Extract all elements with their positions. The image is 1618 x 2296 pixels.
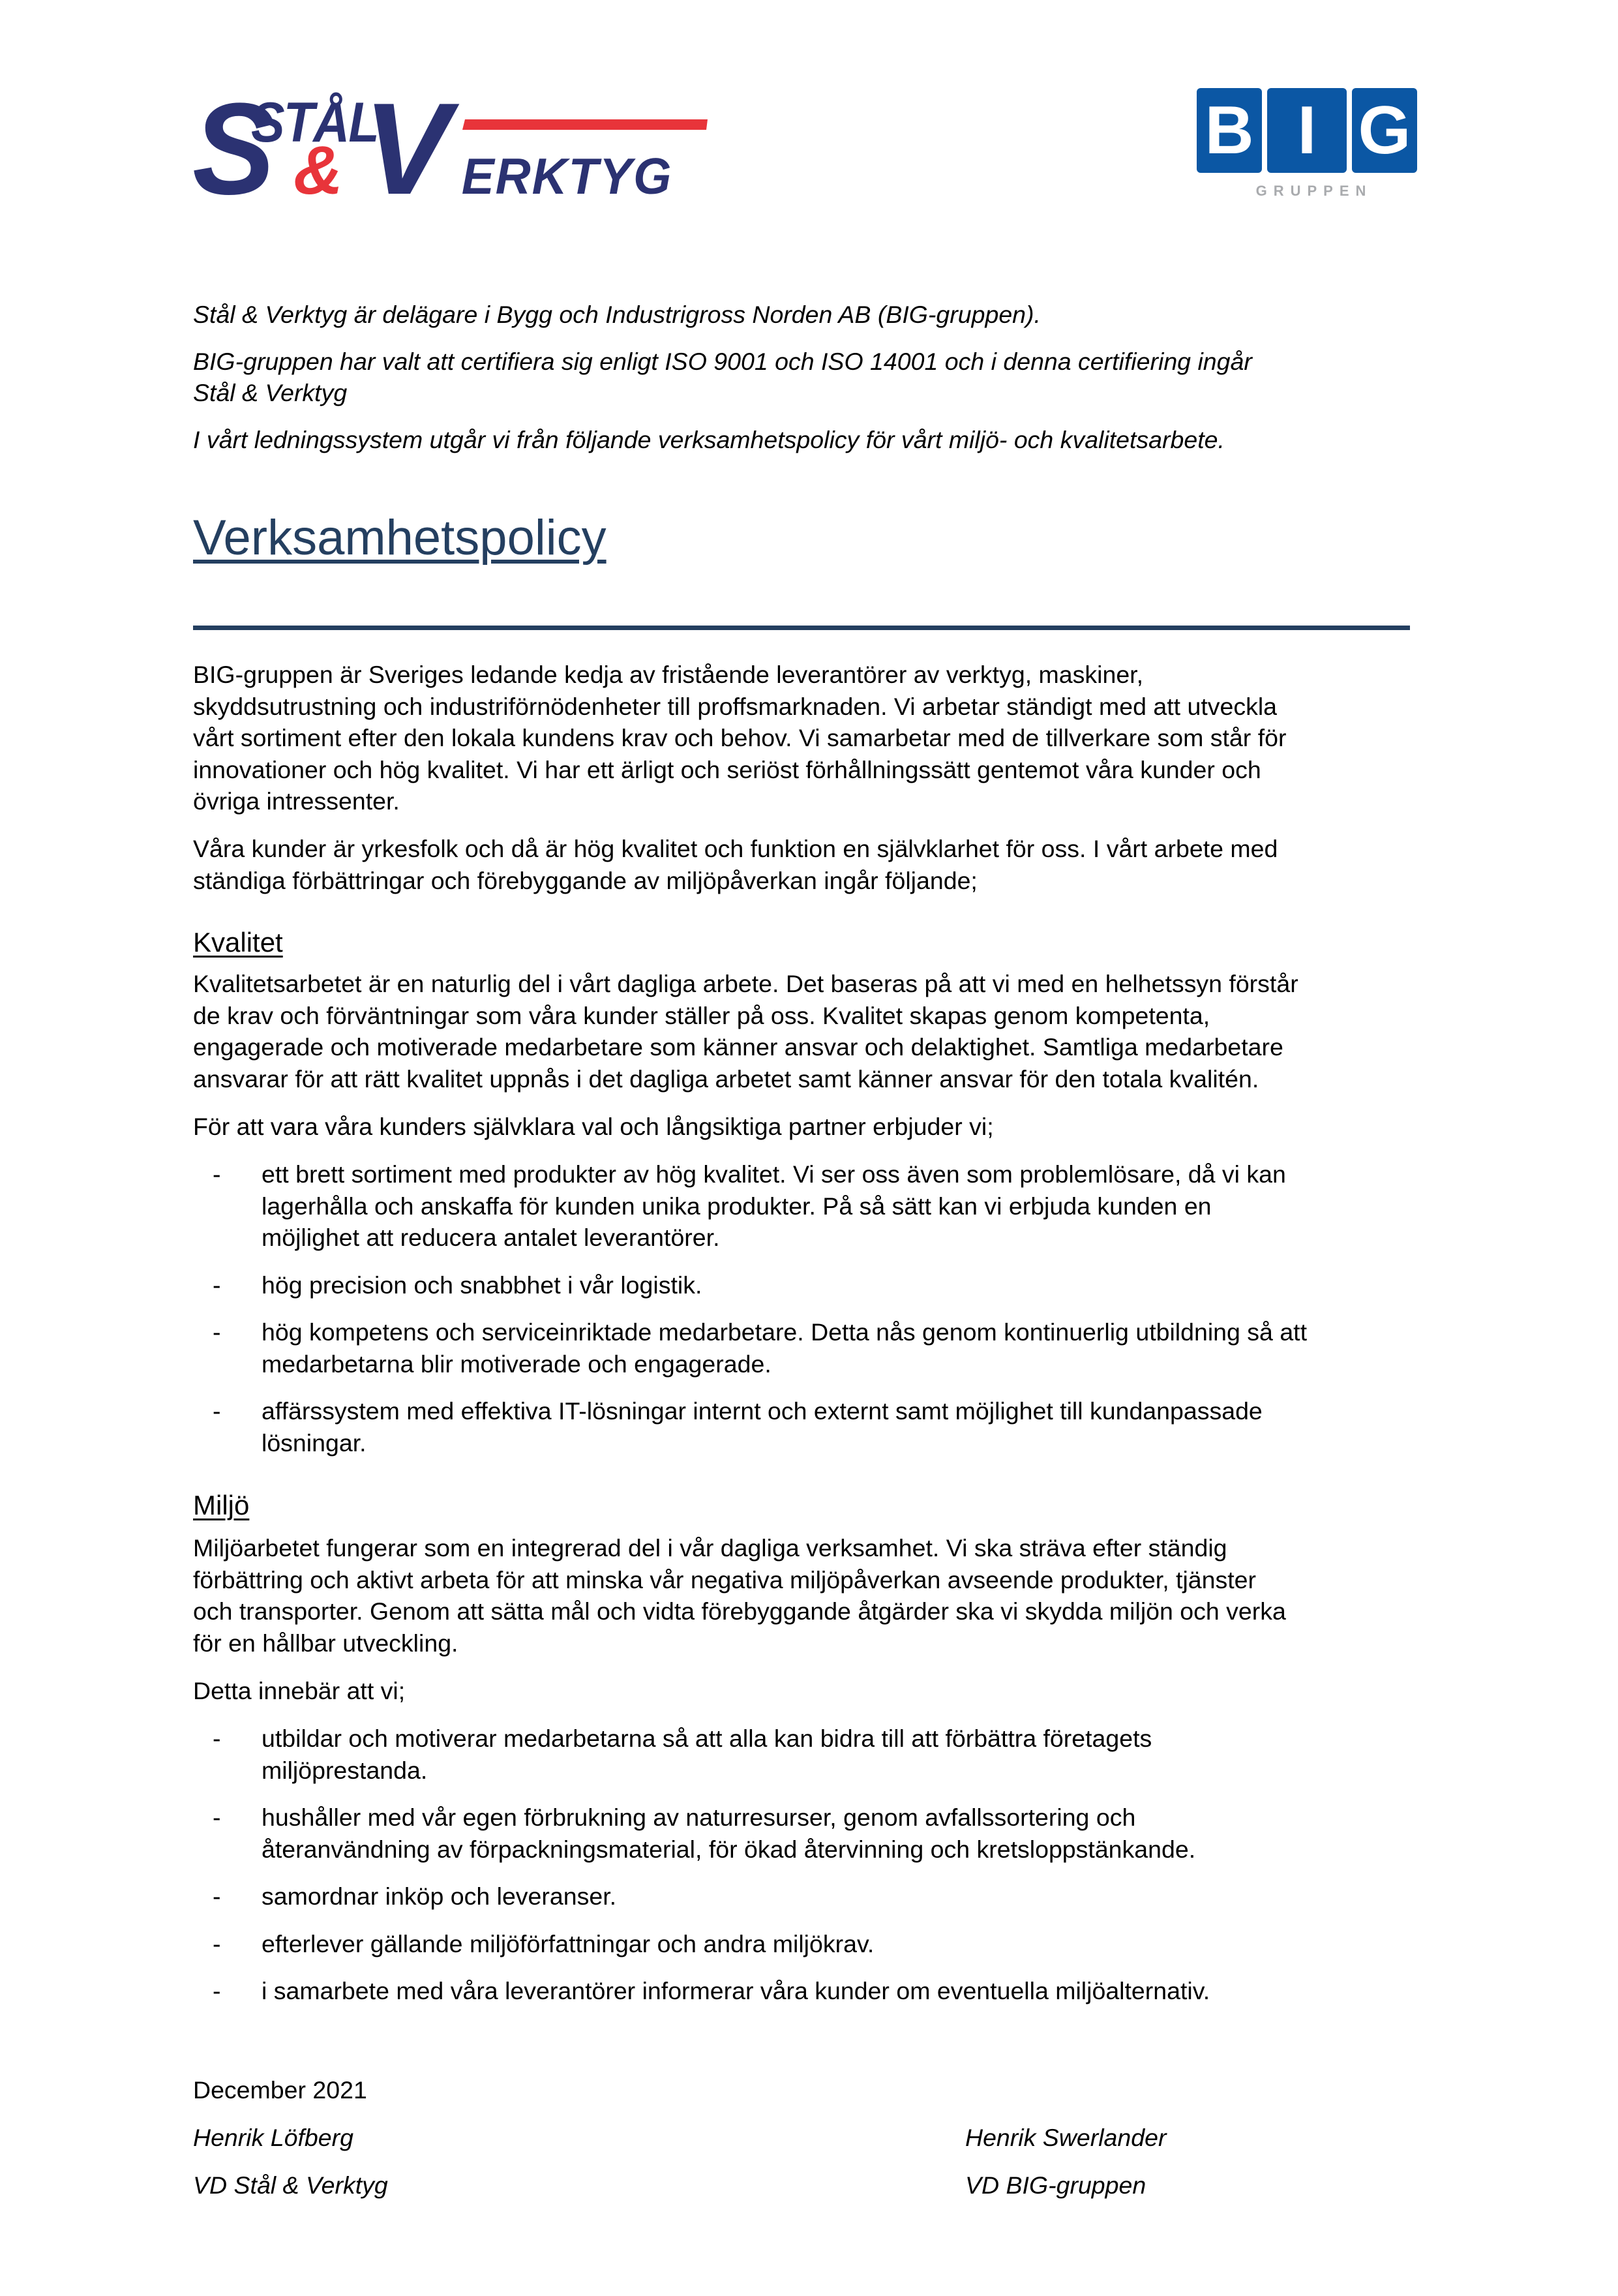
big-letter-g: G <box>1352 88 1417 173</box>
list-item: - efterlever gällande miljöförfattningar och andra miljökrav. <box>193 1928 1432 1960</box>
intro-management-system: I vårt ledningssystem utgår vi från följande verksamhetspolicy för vårt miljö- och kvalitetsarbete. <box>193 426 1225 453</box>
bullet-dash: - <box>213 1318 221 1346</box>
svg-text:STÅL: STÅL <box>251 91 378 154</box>
section-heading-kvalitet: Kvalitet <box>193 927 283 958</box>
bullet-dash: - <box>213 1804 221 1831</box>
svg-text:S: S <box>192 82 275 199</box>
list-item: - ett brett sortiment med produkter av hög kvalitet. Vi ser oss även som problemlösare, då vi kan lagerhålla och anskaffa för kunden unika produkter. På så sätt kan vi erbjuda kunden en möjlighet att reducera antalet leverantörer. <box>193 1158 1432 1254</box>
list-item: - i samarbete med våra leverantörer informerar våra kunder om eventuella miljöalternativ. <box>193 1975 1432 2007</box>
list-item: - samordnar inköp och leveranser. <box>193 1881 1432 1912</box>
big-gruppen-logo <box>1197 82 1431 199</box>
bullet-dash: - <box>213 1882 221 1910</box>
miljo-list <box>193 1723 1432 2023</box>
bullet-dash: - <box>213 1271 221 1299</box>
big-letter-i: I <box>1267 88 1347 173</box>
list-item: - hög precision och snabbhet i vår logistik. <box>193 1269 1432 1301</box>
intro-section <box>193 299 1252 471</box>
policy-paragraph-2: Våra kunder är yrkesfolk och då är hög kvalitet och funktion en självklarhet för oss. I vårt arbete med ständiga förbättringar och förebyggande av miljöpåverkan ingår följande; <box>193 835 1278 894</box>
policy-paragraph-1: BIG-gruppen är Sveriges ledande kedja av fristående leverantörer av verktyg, maskiner, skyddsutrustning och industriförnödenheter till proffsmarknaden. Vi arbetar ständigt med att utveckla vårt sortiment efter den lokala kundens krav och behov. Vi samarbetar med de tillverkare som står för innovationer och hög kvalitet. Vi har ett ärligt och seriöst förhållningssätt gentemot våra kunder och övriga intressenter. <box>193 661 1287 815</box>
signatory-2-name: Henrik Swerlander <box>965 2124 1167 2151</box>
big-letter-b: B <box>1197 88 1262 173</box>
miljo-paragraph: Miljöarbetet fungerar som en integrerad del i vår dagliga verksamhet. Vi ska sträva efter ständig förbättring och aktivt arbeta för att minska vår negativa miljöpåverkan avseende produkter, tjänster och transporter. Genom att sätta mål och vidta förebyggande åtgärder ska vi skydda miljön och verka för en hållbar utveckling. <box>193 1534 1286 1657</box>
bullet-dash: - <box>213 1977 221 2004</box>
miljo-commitment-intro: Detta innebär att vi; <box>193 1677 406 1704</box>
stal-verktyg-logo-graphic <box>192 82 711 199</box>
kvalitet-offer-intro: För att vara våra kunders självklara val och långsiktiga partner erbjuder vi; <box>193 1113 994 1140</box>
signatory-1-name: Henrik Löfberg <box>193 2124 353 2151</box>
signatory-1-title: VD Stål & Verktyg <box>193 2171 388 2199</box>
page-title: Verksamhetspolicy <box>193 510 607 566</box>
list-item: - utbildar och motiverar medarbetarna så att alla kan bidra till att förbättra företagets miljöprestanda. <box>193 1723 1432 1786</box>
svg-text:&: & <box>293 132 343 199</box>
kvalitet-list <box>193 1158 1432 1474</box>
intro-ownership: Stål & Verktyg är delägare i Bygg och Industrigross Norden AB (BIG-gruppen). <box>193 301 1041 328</box>
list-item: - hög kompetens och serviceinriktade medarbetare. Detta nås genom kontinuerlig utbildning så att medarbetarna blir motiverade och engagerade. <box>193 1316 1432 1380</box>
intro-certification: BIG-gruppen har valt att certifiera sig enligt ISO 9001 och ISO 14001 och i denna certifiering ingår Stål & Verktyg <box>193 348 1252 406</box>
kvalitet-paragraph: Kvalitetsarbetet är en naturlig del i vårt dagliga arbete. Det baseras på att vi med en helhetssyn förstår de krav och förväntningar som våra kunder ställer på oss. Kvalitet skapas genom kompetenta, engagerade och motiverade medarbetare som känner ansvar och delaktighet. Samtliga medarbetare ansvarar för att rätt kvalitet uppnås i det dagliga arbetet samt känner ansvar för den totala kvalitén. <box>193 970 1298 1093</box>
bullet-dash: - <box>213 1929 221 1957</box>
bullet-dash: - <box>213 1397 221 1425</box>
title-divider <box>193 626 1410 630</box>
svg-text:ERKTYG: ERKTYG <box>461 148 673 199</box>
bullet-dash: - <box>213 1725 221 1752</box>
list-item: - hushåller med vår egen förbrukning av naturresurser, genom avfallssortering och återanvändning av förpackningsmaterial, för ökad återvinning och kretsloppstänkande. <box>193 1802 1432 1865</box>
big-gruppen-subtitle: GRUPPEN <box>1255 183 1373 199</box>
stal-verktyg-logo <box>192 82 711 199</box>
document-date: December 2021 <box>193 2076 367 2104</box>
signatory-2-title: VD BIG-gruppen <box>965 2171 1146 2199</box>
section-heading-miljo: Miljö <box>193 1490 250 1520</box>
list-item: - affärssystem med effektiva IT-lösningar internt och externt samt möjlighet till kundanpassade lösningar. <box>193 1395 1432 1458</box>
bullet-dash: - <box>213 1160 221 1188</box>
svg-text:V: V <box>363 82 451 199</box>
